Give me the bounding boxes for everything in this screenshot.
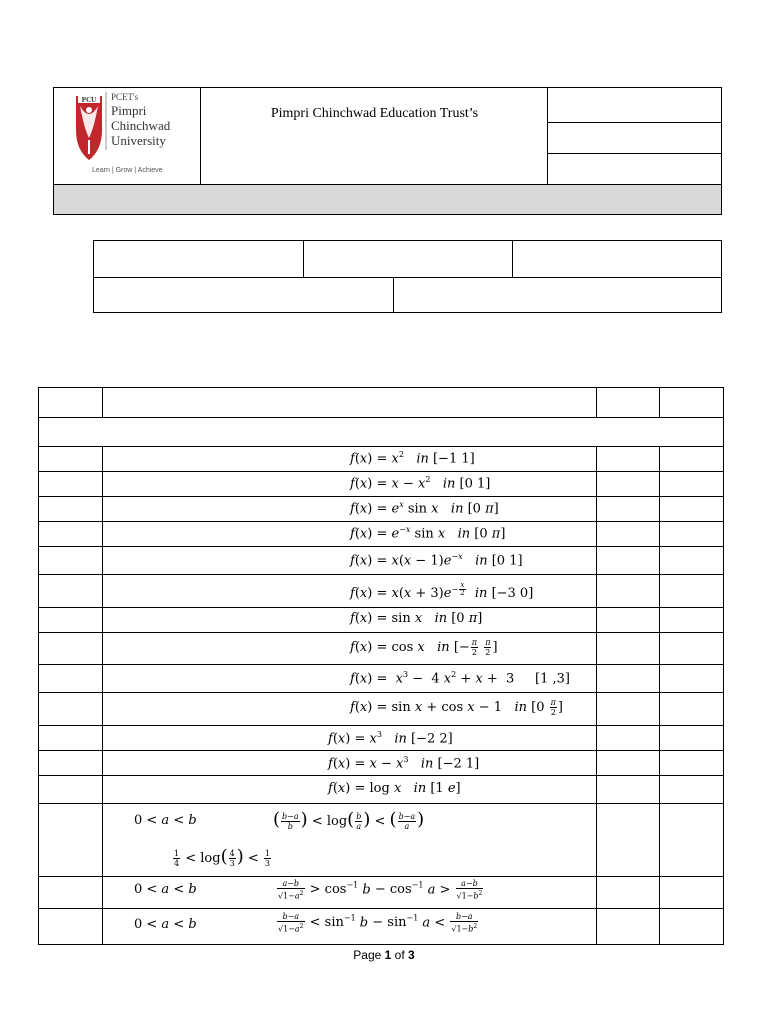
logo-badge: PCU — [81, 96, 97, 104]
info-cell-1 — [93, 240, 304, 278]
equation: 0 < a < b — [134, 917, 197, 932]
equation: $\frac{1}{4}$ < log( $\frac{4}{3}$ ) < $\frac{1}{3}$ — [174, 846, 271, 868]
equation: f(x) = sin x + cos x − 1 in [0 $\frac{\pi}{2}$ ] — [350, 698, 563, 717]
equation: $f(x) = x^2$ in [−1 1] — [350, 450, 475, 467]
column-divider — [102, 447, 103, 945]
university-logo — [54, 88, 201, 184]
svg-text:Chinchwad: Chinchwad — [111, 118, 171, 133]
equation: f(x) = log x in [1 e] — [328, 781, 461, 796]
table-header-row — [38, 387, 724, 418]
logo-cell — [54, 88, 201, 184]
equation: $\frac{a-b}{√1-a^2}$ > $\cos^{-1} b - \cos^{-1} a$ > $\frac{a-b}{√1-b^2}$ — [278, 879, 483, 901]
column-divider — [659, 447, 660, 945]
equation: f(x) = cos x in [− $\frac{\pi}{2}$ $\frac{\pi}{2}$ ] — [350, 638, 498, 657]
header-right-cell-3 — [548, 154, 721, 184]
svg-text:PCET's: PCET's — [111, 92, 139, 102]
institute-name: Pimpri Chinchwad Education Trust’s — [270, 106, 479, 121]
equation: $f(x) = x^3$ in [−2 2] — [328, 730, 453, 747]
equation: ( $\frac{b-a}{b}$ ) < log( $\frac{b}{a}$ ) < ( $\frac{b-a}{a}$ ) — [273, 809, 425, 831]
equation: $f(x) = x(x - 1)e^{-x}$ in [0 1] — [350, 552, 523, 569]
info-cell-2 — [303, 240, 513, 278]
header-shaded-bar — [54, 184, 721, 214]
header-right-cell-2 — [548, 123, 721, 154]
equation: 0 < a < b — [134, 813, 197, 828]
info-cell-3 — [512, 240, 722, 278]
svg-text:Learn | Grow | Achieve: Learn | Grow | Achieve — [92, 167, 163, 174]
column-divider — [102, 387, 103, 418]
equation: $f(x) = e^x$ sin x in [0 π] — [350, 500, 499, 517]
equation: f(x) = sin x in [0 π] — [350, 611, 483, 626]
equation: 0 < a < b — [134, 882, 197, 897]
header-title-cell — [201, 88, 548, 184]
header-right-cell-1 — [548, 88, 721, 123]
column-divider — [659, 387, 660, 418]
column-divider — [596, 387, 597, 418]
svg-text:Pimpri: Pimpri — [111, 103, 147, 118]
info-cell-4 — [93, 277, 394, 313]
svg-text:University: University — [111, 133, 166, 148]
equation: $f(x) = x - x^2$ in [0 1] — [350, 475, 491, 492]
equation: $f(x) = x(x + 3)e^{- \frac{x}{2}}$ in [−3 0] — [350, 581, 534, 601]
info-cell-5 — [393, 277, 722, 313]
equation: $\frac{b-a}{√1-a^2}$ < $\sin^{-1} b - \sin^{-1} a$ < $\frac{b-a}{√1-b^2}$ — [278, 912, 478, 934]
table-section-row — [38, 418, 724, 447]
page-footer: Page 1 of 3 — [353, 948, 415, 962]
equation: $f(x) = x - x^3$ in [−2 1] — [328, 755, 480, 772]
equation: $f(x) = x^3 - 4$ $x^2 + x + 3$ [1 ,3] — [350, 670, 570, 687]
equation: $f(x) = e^{-x}$ sin x in [0 π] — [350, 525, 506, 542]
column-divider — [596, 447, 597, 945]
